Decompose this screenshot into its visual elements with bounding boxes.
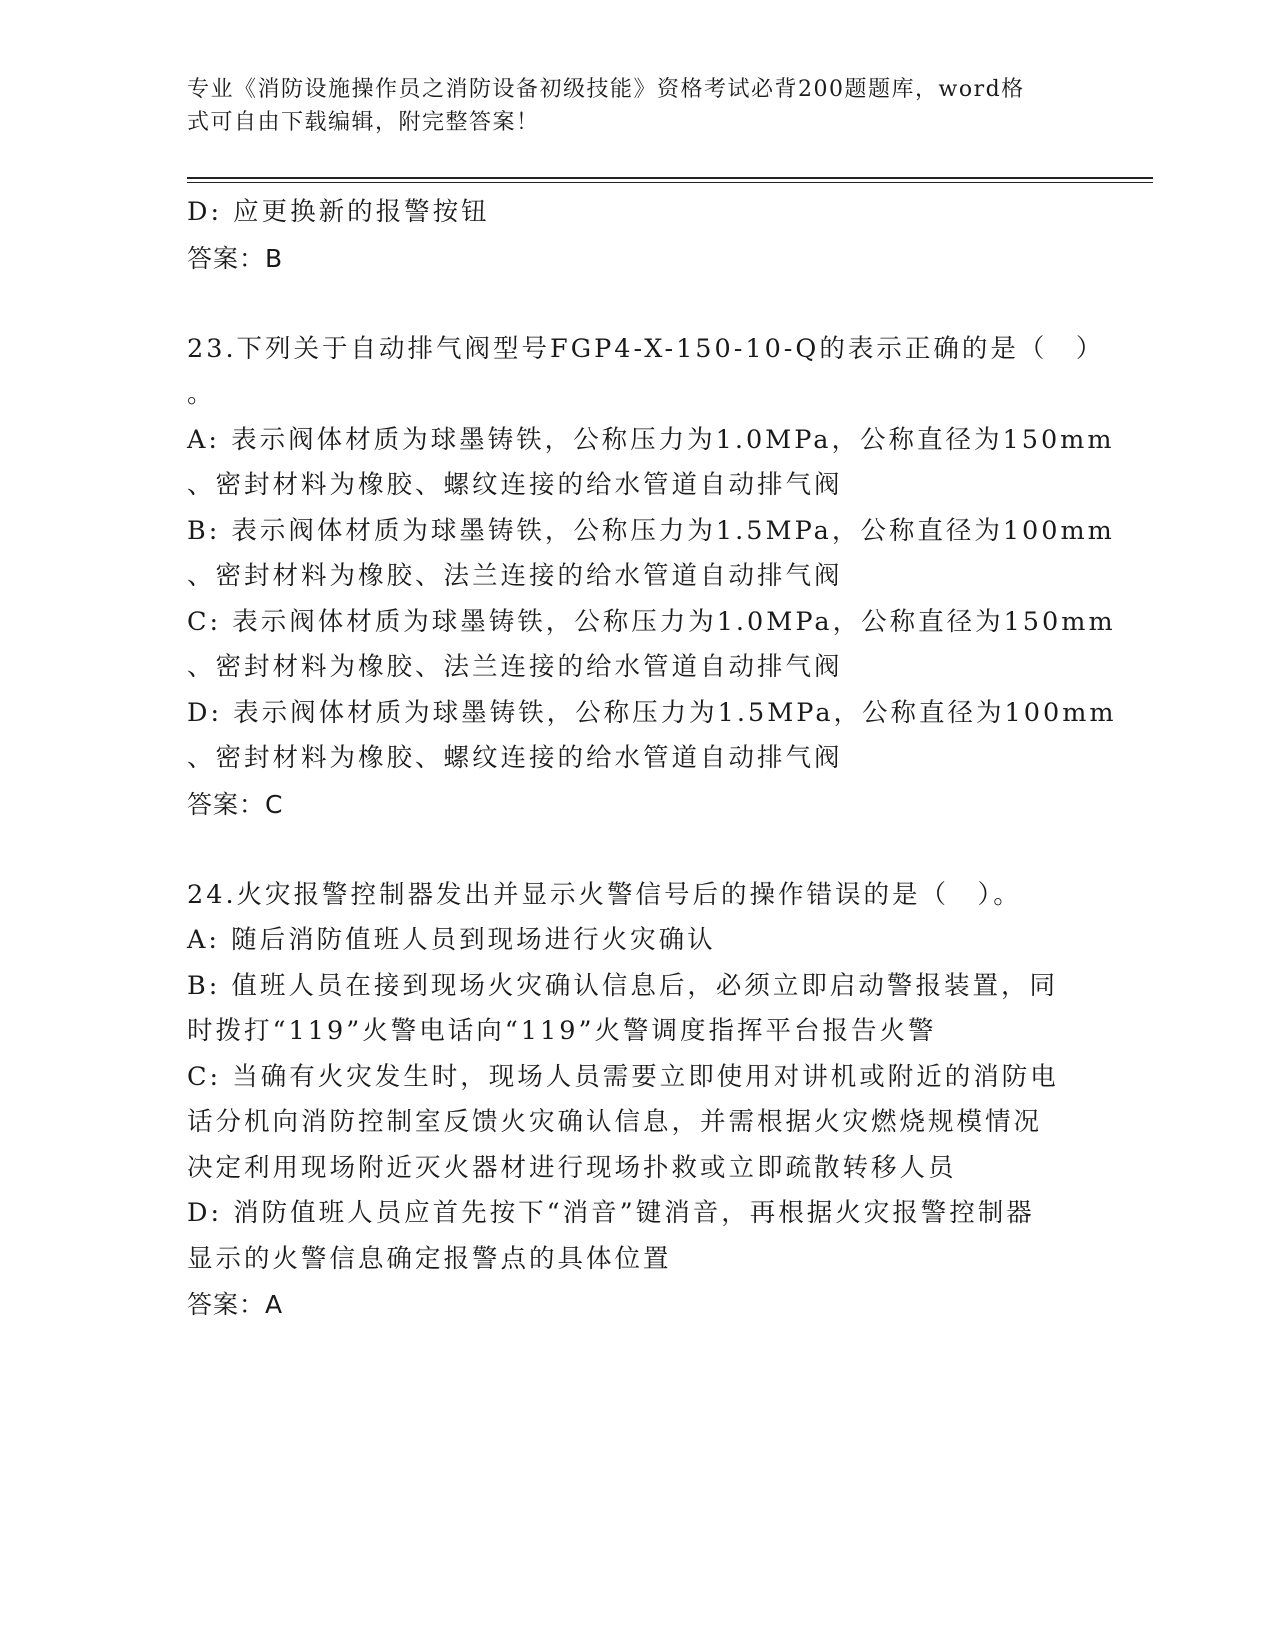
q24-option-c-line-3: 决定利用现场附近灭火器材进行现场扑救或立即疏散转移人员 xyxy=(187,1152,957,1183)
q23-option-b-line-1: B: 表示阀体材质为球墨铸铁，公称压力为1.5MPa，公称直径为100mm xyxy=(187,515,1115,546)
q24-option-b-line-2: 时拨打“119”火警电话向“119”火警调度指挥平台报告火警 xyxy=(187,1016,937,1046)
question-23 xyxy=(187,327,1117,828)
spacer xyxy=(187,827,1087,873)
header-line-2: 式可自由下载编辑，附完整答案！ xyxy=(187,110,540,135)
prev-answer: 答案：B xyxy=(187,243,284,273)
q24-option-d-line-2: 显示的火警信息确定报警点的具体位置 xyxy=(187,1243,672,1274)
document-header xyxy=(187,73,1087,139)
q24-option-c-line-2: 话分机向消防控制室反馈火灾确认信息，并需根据火灾燃烧规模情况 xyxy=(187,1107,1043,1137)
document-body xyxy=(187,190,1117,1328)
q23-answer: 答案：C xyxy=(187,789,284,819)
spacer xyxy=(187,281,1087,327)
q23-option-d-line-2: 、密封材料为橡胶、螺纹连接的给水管道自动排气阀 xyxy=(187,743,843,773)
q24-answer: 答案：A xyxy=(187,1290,284,1319)
q23-option-d-line-1: D: 表示阀体材质为球墨铸铁，公称压力为1.5MPa，公称直径为100mm xyxy=(187,697,1117,728)
header-rule-thick xyxy=(187,177,1153,179)
q24-stem: 24.火灾报警控制器发出并显示火警信号后的操作错误的是（ ）。 xyxy=(187,879,1022,910)
prev-option-d: D: 应更换新的报警按钮 xyxy=(187,197,490,227)
q23-option-a-line-1: A: 表示阀体材质为球墨铸铁，公称压力为1.0MPa，公称直径为150mm xyxy=(187,424,1115,455)
question-24 xyxy=(187,873,1087,1328)
q23-option-a-line-2: 、密封材料为橡胶、螺纹连接的给水管道自动排气阀 xyxy=(187,470,843,500)
q23-option-c-line-2: 、密封材料为橡胶、法兰连接的给水管道自动排气阀 xyxy=(187,652,843,682)
q24-option-d-line-1: D: 消防值班人员应首先按下“消音”键消音，再根据火灾报警控制器 xyxy=(187,1198,1035,1228)
q24-option-c-line-1: C: 当确有火灾发生时，现场人员需要立即使用对讲机或附近的消防电 xyxy=(187,1061,1059,1092)
q24-option-b-line-1: B: 值班人员在接到现场火灾确认信息后，必须立即启动警报装置，同 xyxy=(187,970,1058,1001)
q23-stem-line-1: 23.下列关于自动排气阀型号FGP4-X-150-10-Q的表示正确的是（ ） xyxy=(187,333,1105,364)
header-rule-thin xyxy=(187,182,1153,183)
q24-option-a: A: 随后消防值班人员到现场进行火灾确认 xyxy=(187,925,716,955)
header-line-1: 专业《消防设施操作员之消防设备初级技能》资格考试必背200题题库，word格 xyxy=(187,77,1025,102)
q23-option-c-line-1: C: 表示阀体材质为球墨铸铁，公称压力为1.0MPa，公称直径为150mm xyxy=(187,606,1116,637)
q23-stem-line-2: 。 xyxy=(187,379,216,409)
q23-option-b-line-2: 、密封材料为橡胶、法兰连接的给水管道自动排气阀 xyxy=(187,561,843,591)
